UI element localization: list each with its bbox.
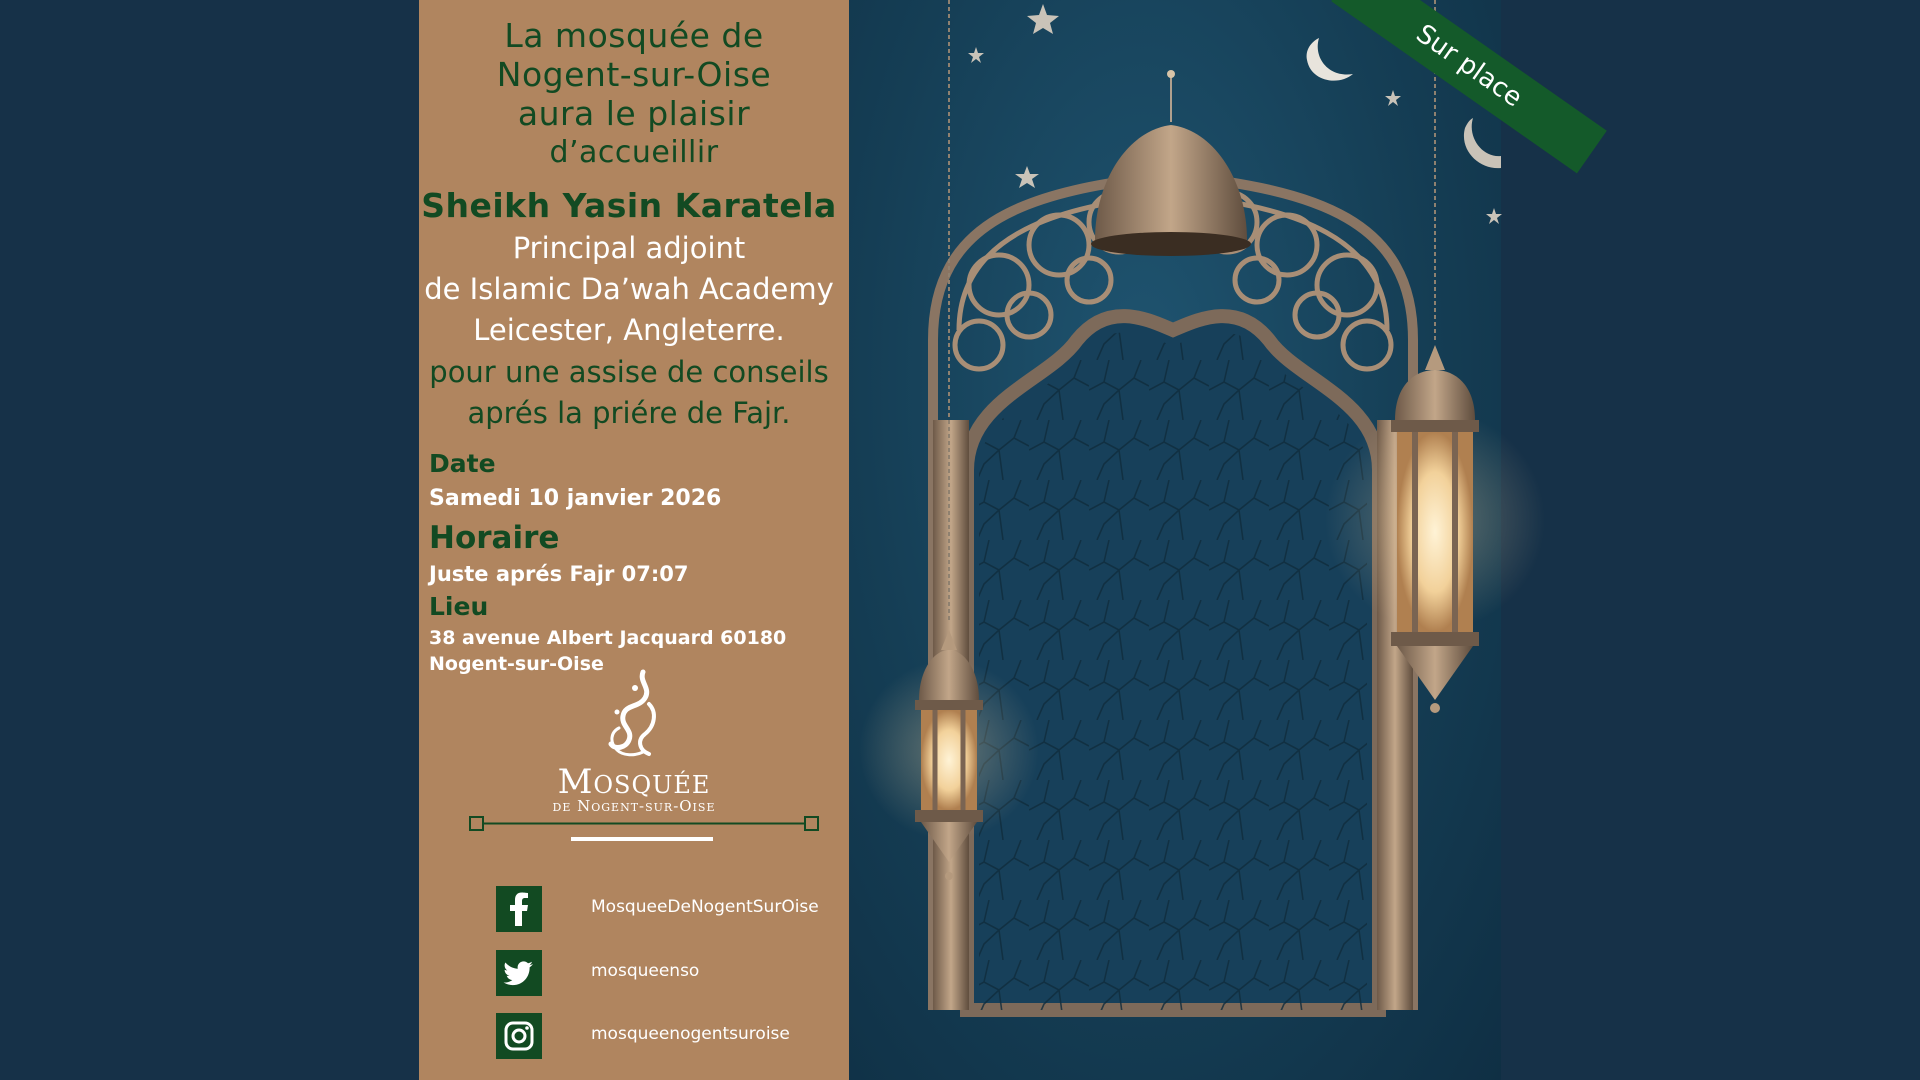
crescent-icon — [1307, 38, 1353, 81]
facebook-handle[interactable]: MosqueeDeNogentSurOise — [591, 897, 819, 917]
intro-line: Nogent-sur-Oise — [496, 55, 772, 94]
facebook-icon[interactable] — [496, 886, 542, 932]
instagram-handle[interactable]: mosqueenogentsuroise — [591, 1024, 790, 1044]
on-site-ribbon: Sur place — [1331, 0, 1607, 173]
intro-line: d’accueillir — [549, 135, 719, 170]
intro-text — [419, 16, 849, 172]
role-line: de Islamic Da’wah Academy — [424, 272, 834, 306]
logo-underline — [571, 837, 713, 841]
social-instagram[interactable] — [496, 1013, 836, 1059]
date-value: Samedi 10 janvier 2026 — [429, 486, 722, 511]
instagram-icon[interactable] — [496, 1013, 542, 1059]
social-facebook[interactable] — [496, 886, 836, 932]
logo-subtitle: de Nogent-sur-Oise — [552, 797, 716, 815]
purpose-line: pour une assise de conseils — [429, 355, 829, 389]
purpose-line: aprés la priére de Fajr. — [467, 396, 791, 430]
date-label: Date — [429, 449, 496, 478]
calligraphy-emblem-icon — [419, 668, 849, 764]
place-label: Lieu — [429, 592, 489, 621]
mosque-illustration — [849, 0, 1528, 1080]
intro-line: La mosquée de — [504, 16, 764, 55]
place-line: 38 avenue Albert Jacquard 60180 — [429, 627, 787, 649]
logo-divider — [469, 815, 819, 833]
intro-line: aura le plaisir — [517, 94, 751, 133]
crescent-icon — [1464, 118, 1501, 168]
speaker-name: Sheikh Yasin Karatela — [421, 186, 837, 225]
speaker-role — [419, 228, 839, 351]
place-line: Nogent-sur-Oise — [429, 653, 604, 675]
logo-title: Mosquée — [557, 762, 711, 802]
role-line: Principal adjoint — [512, 231, 746, 265]
time-label: Horaire — [429, 520, 560, 556]
twitter-handle[interactable]: mosqueenso — [591, 961, 700, 981]
time-value: Juste aprés Fajr 07:07 — [429, 562, 689, 586]
event-purpose — [419, 352, 839, 434]
role-line: Leicester, Angleterre. — [473, 313, 785, 347]
info-panel — [419, 0, 849, 1080]
twitter-icon[interactable] — [496, 950, 542, 996]
dome-lamp-icon — [1095, 125, 1247, 240]
social-twitter[interactable] — [496, 950, 836, 996]
